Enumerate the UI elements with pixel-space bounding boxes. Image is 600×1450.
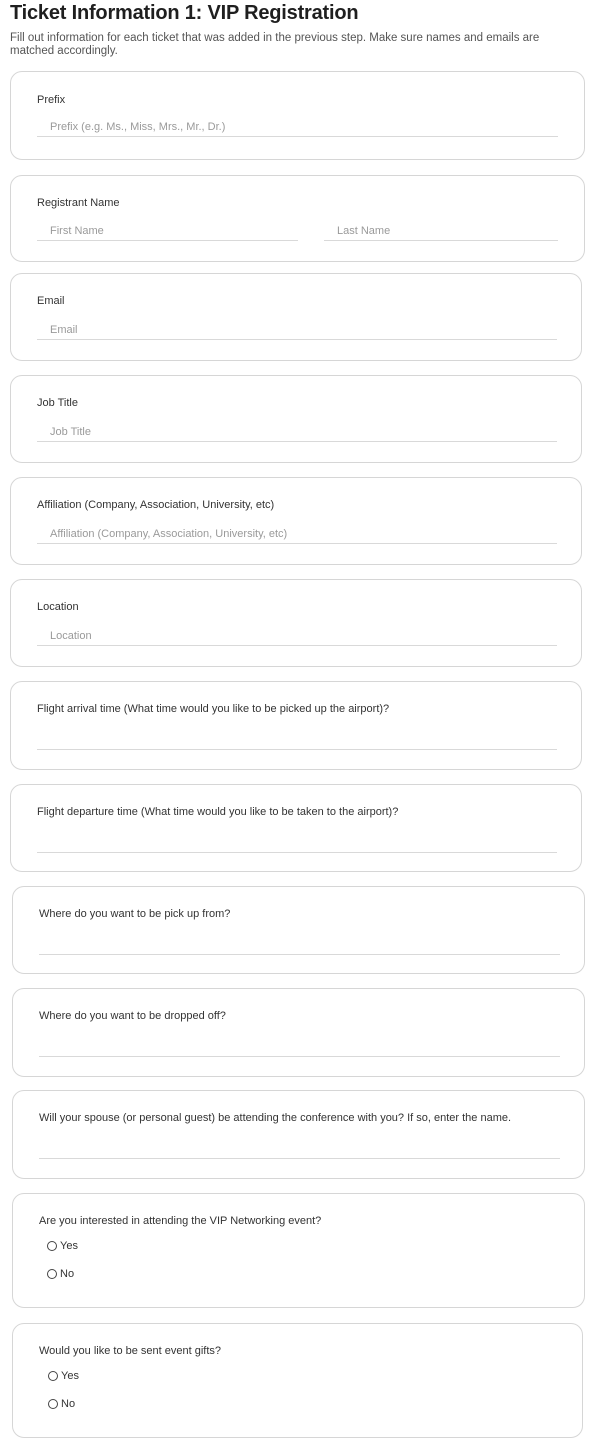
event-gifts-card (12, 1323, 583, 1438)
pickup-input[interactable] (39, 935, 560, 955)
page-subtitle: Fill out information for each ticket that was added in the previous step. Make sure names and emails are matched accordingly. (10, 32, 540, 57)
job-title-input[interactable] (37, 422, 557, 442)
option-label: Yes (60, 1240, 78, 1252)
dropoff-card (12, 988, 585, 1077)
affiliation-label: Affiliation (Company, Association, University, etc) (37, 499, 275, 511)
last-name-input[interactable] (324, 221, 558, 241)
dropoff-input[interactable] (39, 1037, 560, 1057)
flight-arrival-input[interactable] (37, 730, 557, 750)
location-input[interactable] (37, 626, 557, 646)
flight-arrival-label: Flight arrival time (What time would you like to be picked up the airport)? (37, 703, 390, 715)
location-label: Location (37, 601, 79, 613)
flight-departure-label: Flight departure time (What time would you like to be taken to the airport)? (37, 806, 399, 818)
prefix-card (10, 71, 585, 160)
job-title-label: Job Title (37, 397, 78, 409)
registrant-name-card (10, 175, 585, 262)
affiliation-card (10, 477, 582, 565)
vip-networking-card (12, 1193, 585, 1308)
guest-card (12, 1090, 585, 1179)
event-gifts-label: Would you like to be sent event gifts? (39, 1345, 222, 1357)
radio-icon[interactable] (48, 1371, 58, 1381)
dropoff-label: Where do you want to be dropped off? (39, 1010, 226, 1022)
page-title: Ticket Information 1: VIP Registration (10, 2, 359, 24)
vip-networking-label: Are you interested in attending the VIP Networking event? (39, 1215, 322, 1227)
radio-icon[interactable] (48, 1399, 58, 1409)
radio-icon[interactable] (47, 1241, 57, 1251)
pickup-card (12, 886, 585, 974)
registrant-name-label: Registrant Name (37, 197, 120, 209)
email-label: Email (37, 295, 65, 307)
email-input[interactable] (37, 320, 557, 340)
flight-arrival-card (10, 681, 582, 770)
email-card (10, 273, 582, 361)
option-label: No (61, 1398, 76, 1410)
prefix-label: Prefix (37, 94, 66, 106)
vip-networking-yes-option[interactable] (47, 1240, 78, 1252)
radio-icon[interactable] (47, 1269, 57, 1279)
location-card (10, 579, 582, 667)
event-gifts-yes-option[interactable] (48, 1370, 79, 1382)
prefix-input[interactable] (37, 117, 558, 137)
option-label: Yes (61, 1370, 79, 1382)
guest-input[interactable] (39, 1139, 560, 1159)
vip-networking-no-option[interactable] (47, 1268, 74, 1280)
flight-departure-card (10, 784, 582, 872)
event-gifts-no-option[interactable] (48, 1398, 75, 1410)
pickup-label: Where do you want to be pick up from? (39, 908, 231, 920)
option-label: No (60, 1268, 75, 1280)
flight-departure-input[interactable] (37, 833, 557, 853)
affiliation-input[interactable] (37, 524, 557, 544)
first-name-input[interactable] (37, 221, 298, 241)
guest-label: Will your spouse (or personal guest) be attending the conference with you? If so, enter the name. (39, 1112, 512, 1124)
job-title-card (10, 375, 582, 463)
